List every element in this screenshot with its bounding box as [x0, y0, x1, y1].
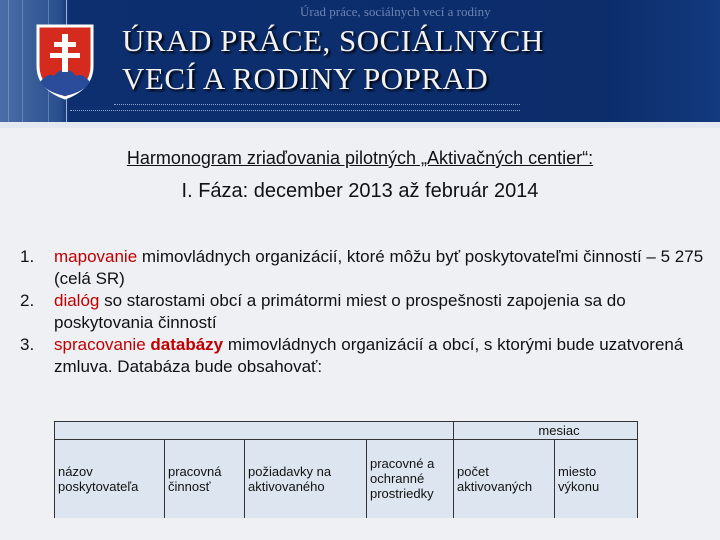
header-empty-cell	[55, 422, 454, 440]
list-item	[20, 290, 710, 334]
column-header: miesto výkonu	[555, 440, 638, 518]
group-header-mesiac: mesiac	[454, 422, 638, 440]
item-number: 1.	[20, 247, 35, 266]
item-highlight: dialóg	[54, 291, 100, 310]
database-table	[54, 421, 638, 518]
item-number: 3.	[20, 335, 35, 354]
banner-ghost-text: Úrad práce, sociálnych vecí a rodiny	[300, 4, 491, 19]
column-header: požiadavky na aktivovaného	[245, 440, 367, 518]
column-header: názov poskytovateľa	[55, 440, 165, 518]
header-banner	[0, 0, 720, 122]
list-item	[20, 334, 710, 378]
column-header: pracovné a ochranné prostriedky	[367, 440, 454, 518]
item-prefix: spracovanie	[54, 335, 151, 354]
banner-divider	[0, 122, 720, 128]
item-text: so starostami obcí a primátormi miest o prospešnosti zapojenia sa do poskytovania činností	[54, 291, 626, 332]
item-highlight: databázy	[150, 335, 224, 354]
page-heading: Harmonogram zriaďovania pilotných „Aktivačných centier“:	[126, 148, 594, 168]
list-item	[20, 246, 710, 290]
task-list	[20, 246, 710, 378]
banner-title-line2: VECÍ A RODINY POPRAD	[122, 61, 489, 96]
item-text: mimovládnych organizácií a obcí, s ktorými bude uzatvorená zmluva. Databáza bude obsahovať:	[54, 335, 684, 376]
column-header: počet aktivovaných	[454, 440, 555, 518]
item-highlight: mapovanie	[54, 247, 138, 266]
phase-title: I. Fáza: december 2013 až február 2014	[181, 180, 539, 202]
item-number: 2.	[20, 291, 35, 310]
item-text: mimovládnych organizácií, ktoré môžu byť poskytovateľmi činností – 5 275 (celá SR)	[54, 247, 704, 288]
column-header: pracovná činnosť	[165, 440, 245, 518]
coat-of-arms-logo	[34, 24, 96, 100]
banner-title-line1: ÚRAD PRÁCE, SOCIÁLNYCH	[122, 23, 544, 58]
